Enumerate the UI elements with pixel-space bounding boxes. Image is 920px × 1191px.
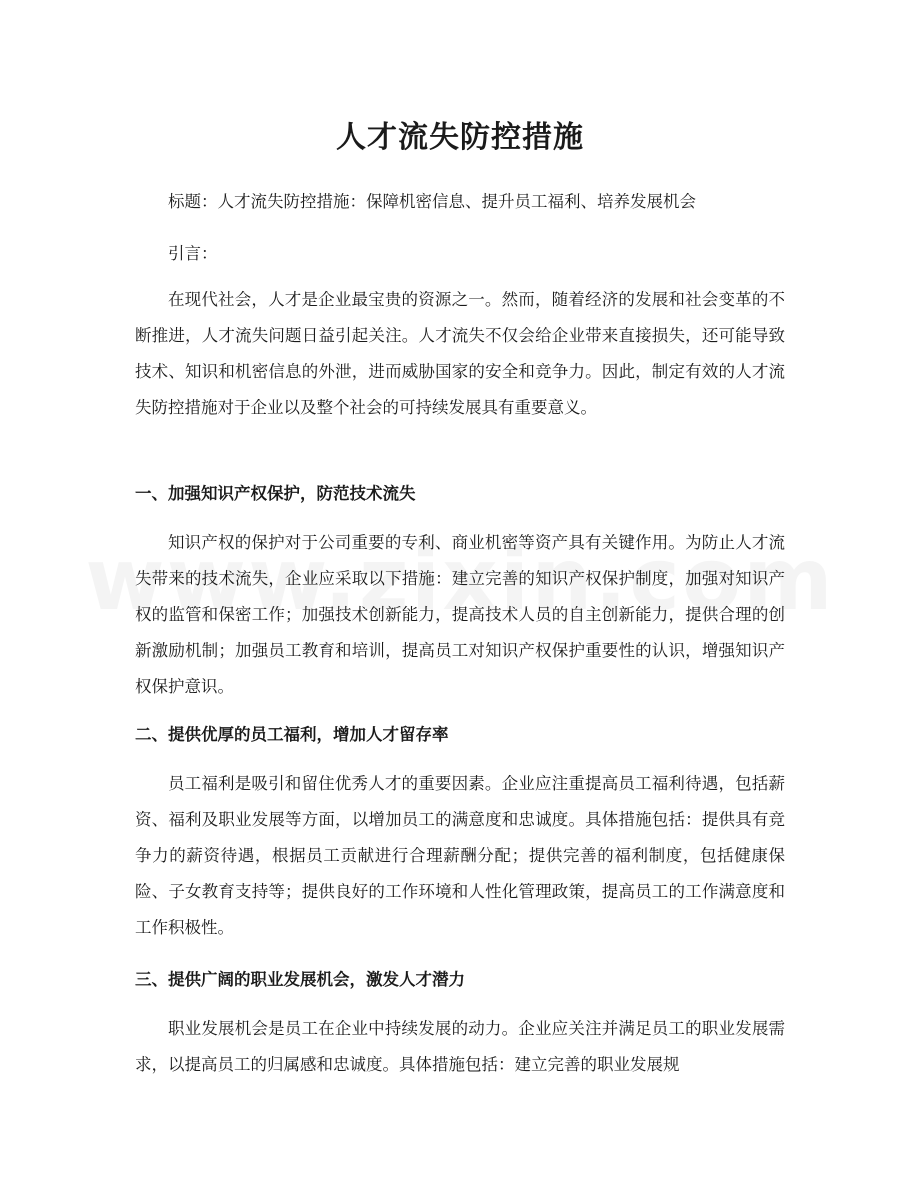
intro-block (135, 282, 785, 426)
intro-label-block (135, 236, 785, 272)
section-heading-1: 一、加强知识产权保护，防范技术流失 (135, 484, 416, 503)
intro-paragraph: 在现代社会，人才是企业最宝贵的资源之一。然而，随着经济的发展和社会变革的不断推进，人才流失问题日益引起关注。人才流失不仅会给企业带来直接损失，还可能导致技术、知识和机密信息的外泄，进而威胁国家的安全和竞争力。因此，制定有效的人才流失防控措施对于企业以及整个社会的可持续发展具有重要意义。 (135, 290, 785, 417)
section-paragraph-2: 员工福利是吸引和留住优秀人才的重要因素。企业应注重提高员工福利待遇，包括薪资、福利及职业发展等方面，以增加员工的满意度和忠诚度。具体措施包括：提供具有竞争力的薪资待遇，根据员工贡献进行合理薪酬分配；提供完善的福利制度，包括健康保险、子女教育支持等；提供良好的工作环境和人性化管理政策，提高员工的工作满意度和工作积极性。 (135, 774, 785, 937)
section-heading-3: 三、提供广阔的职业发展机会，激发人才潜力 (135, 970, 465, 989)
section-1-heading-block (135, 481, 785, 507)
section-heading-2: 二、提供优厚的员工福利，增加人才留存率 (135, 725, 449, 744)
section-1-body-block (135, 525, 785, 705)
subject-line: 标题：人才流失防控措施：保障机密信息、提升员工福利、培养发展机会 (168, 192, 696, 211)
subject-line-block (135, 184, 785, 220)
section-3-heading-block (135, 967, 785, 993)
section-paragraph-1: 知识产权的保护对于公司重要的专利、商业机密等资产具有关键作用。为防止人才流失带来的技术流失，企业应采取以下措施：建立完善的知识产权保护制度，加强对知识产权的监管和保密工作；加强技术创新能力，提高技术人员的自主创新能力，提供合理的创新激励机制；加强员工教育和培训，提高员工对知识产权保护重要性的认识，增强知识产权保护意识。 (135, 533, 785, 696)
section-3-body-block (135, 1011, 785, 1083)
section-paragraph-3: 职业发展机会是员工在企业中持续发展的动力。企业应关注并满足员工的职业发展需求，以提高员工的归属感和忠诚度。具体措施包括：建立完善的职业发展规 (135, 1019, 785, 1074)
section-2-heading-block (135, 722, 785, 748)
intro-label: 引言： (168, 244, 218, 263)
section-2-body-block (135, 766, 785, 946)
document-title: 人才流失防控措施 (336, 120, 584, 155)
